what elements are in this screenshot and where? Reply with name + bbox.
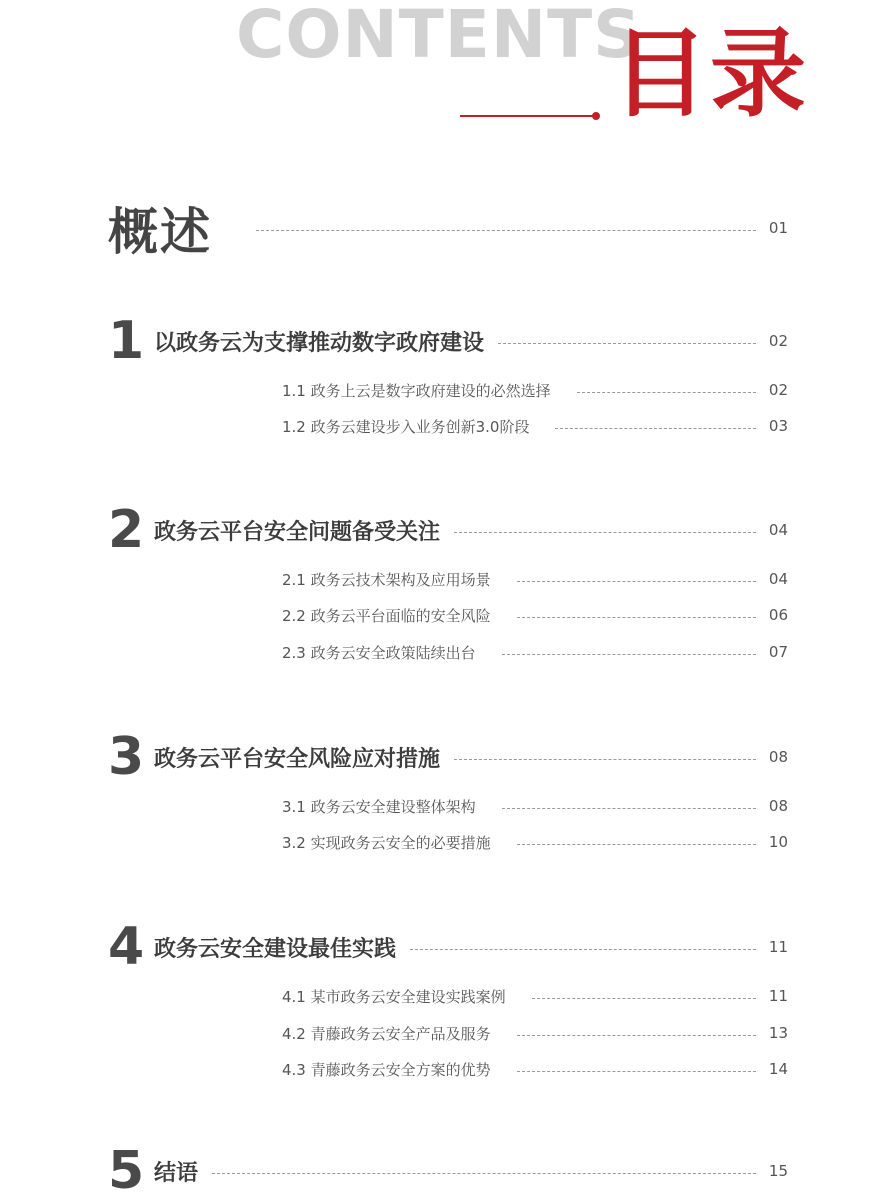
toc-leader-dots	[517, 617, 756, 618]
toc-leader-dots	[410, 949, 756, 950]
header-underline	[460, 115, 594, 117]
toc-subsection-1-2[interactable]	[282, 414, 788, 438]
toc-page-number: 08	[768, 797, 788, 815]
toc-page-number: 02	[768, 332, 788, 350]
toc-entry-overview[interactable]	[108, 196, 788, 260]
toc-leader-dots	[498, 343, 756, 344]
toc-page-number: 06	[768, 606, 788, 624]
toc-overview-title: 概述	[108, 203, 212, 261]
toc-leader-dots	[502, 654, 756, 655]
toc-leader-dots	[212, 1173, 756, 1174]
subsection-title: 4.2 青藤政务云安全产品及服务	[282, 1024, 491, 1043]
subsection-title: 2.3 政务云安全政策陆续出台	[282, 643, 476, 662]
toc-section-1[interactable]	[108, 311, 788, 371]
toc-section-5[interactable]	[108, 1141, 788, 1201]
toc-page-number: 11	[768, 987, 788, 1005]
subsection-title: 3.2 实现政务云安全的必要措施	[282, 833, 491, 852]
toc-page-number: 03	[768, 417, 788, 435]
toc-page-number: 08	[768, 748, 788, 766]
toc-section-4[interactable]	[108, 917, 788, 977]
toc-page-number: 07	[768, 643, 788, 661]
section-number: 1	[108, 311, 145, 371]
toc-page-number: 10	[768, 833, 788, 851]
toc-leader-dots	[532, 998, 756, 999]
toc-page-number: 14	[768, 1060, 788, 1078]
toc-page-number: 15	[768, 1162, 788, 1180]
subsection-title: 1.2 政务云建设步入业务创新3.0阶段	[282, 417, 530, 436]
section-title: 政务云平台安全风险应对措施	[154, 746, 441, 772]
header-underline-dot	[592, 112, 600, 120]
section-number: 2	[108, 500, 145, 560]
section-title: 以政务云为支撑推动数字政府建设	[154, 330, 485, 356]
section-number: 3	[108, 727, 145, 787]
subsection-title: 3.1 政务云安全建设整体架构	[282, 797, 476, 816]
toc-page-number: 13	[768, 1024, 788, 1042]
subsection-title: 2.2 政务云平台面临的安全风险	[282, 606, 491, 625]
toc-subsection-4-2[interactable]	[282, 1021, 788, 1045]
section-title: 结语	[154, 1160, 199, 1186]
toc-subsection-2-1[interactable]	[282, 567, 788, 591]
toc-leader-dots	[454, 532, 756, 533]
toc-page-number: 04	[768, 521, 788, 539]
section-number: 5	[108, 1141, 145, 1201]
toc-subsection-4-1[interactable]	[282, 984, 788, 1008]
toc-leader-dots	[517, 1071, 756, 1072]
toc-subsection-2-2[interactable]	[282, 603, 788, 627]
toc-leader-dots	[517, 581, 756, 582]
contents-heading-chinese: 目录	[612, 18, 808, 130]
toc-page-number: 04	[768, 570, 788, 588]
subsection-title: 4.1 某市政务云安全建设实践案例	[282, 987, 506, 1006]
subsection-title: 1.1 政务上云是数字政府建设的必然选择	[282, 381, 551, 400]
toc-leader-dots	[577, 392, 756, 393]
toc-subsection-1-1[interactable]	[282, 378, 788, 402]
toc-subsection-3-1[interactable]	[282, 794, 788, 818]
toc-leader-dots	[256, 230, 756, 231]
toc-section-3[interactable]	[108, 727, 788, 787]
section-number: 4	[108, 917, 145, 977]
subsection-title: 4.3 青藤政务云安全方案的优势	[282, 1060, 491, 1079]
toc-leader-dots	[555, 428, 756, 429]
toc-subsection-3-2[interactable]	[282, 830, 788, 854]
toc-page-number: 11	[768, 938, 788, 956]
toc-leader-dots	[502, 808, 756, 809]
section-title: 政务云安全建设最佳实践	[154, 936, 397, 962]
toc-subsection-2-3[interactable]	[282, 640, 788, 664]
section-title: 政务云平台安全问题备受关注	[154, 519, 441, 545]
toc-leader-dots	[517, 844, 756, 845]
toc-leader-dots	[517, 1035, 756, 1036]
toc-subsection-4-3[interactable]	[282, 1057, 788, 1081]
toc-page-number: 01	[768, 219, 788, 237]
subsection-title: 2.1 政务云技术架构及应用场景	[282, 570, 491, 589]
toc-page-number: 02	[768, 381, 788, 399]
contents-heading-english: CONTENTS	[236, 0, 642, 73]
toc-leader-dots	[454, 759, 756, 760]
toc-section-2[interactable]	[108, 500, 788, 560]
